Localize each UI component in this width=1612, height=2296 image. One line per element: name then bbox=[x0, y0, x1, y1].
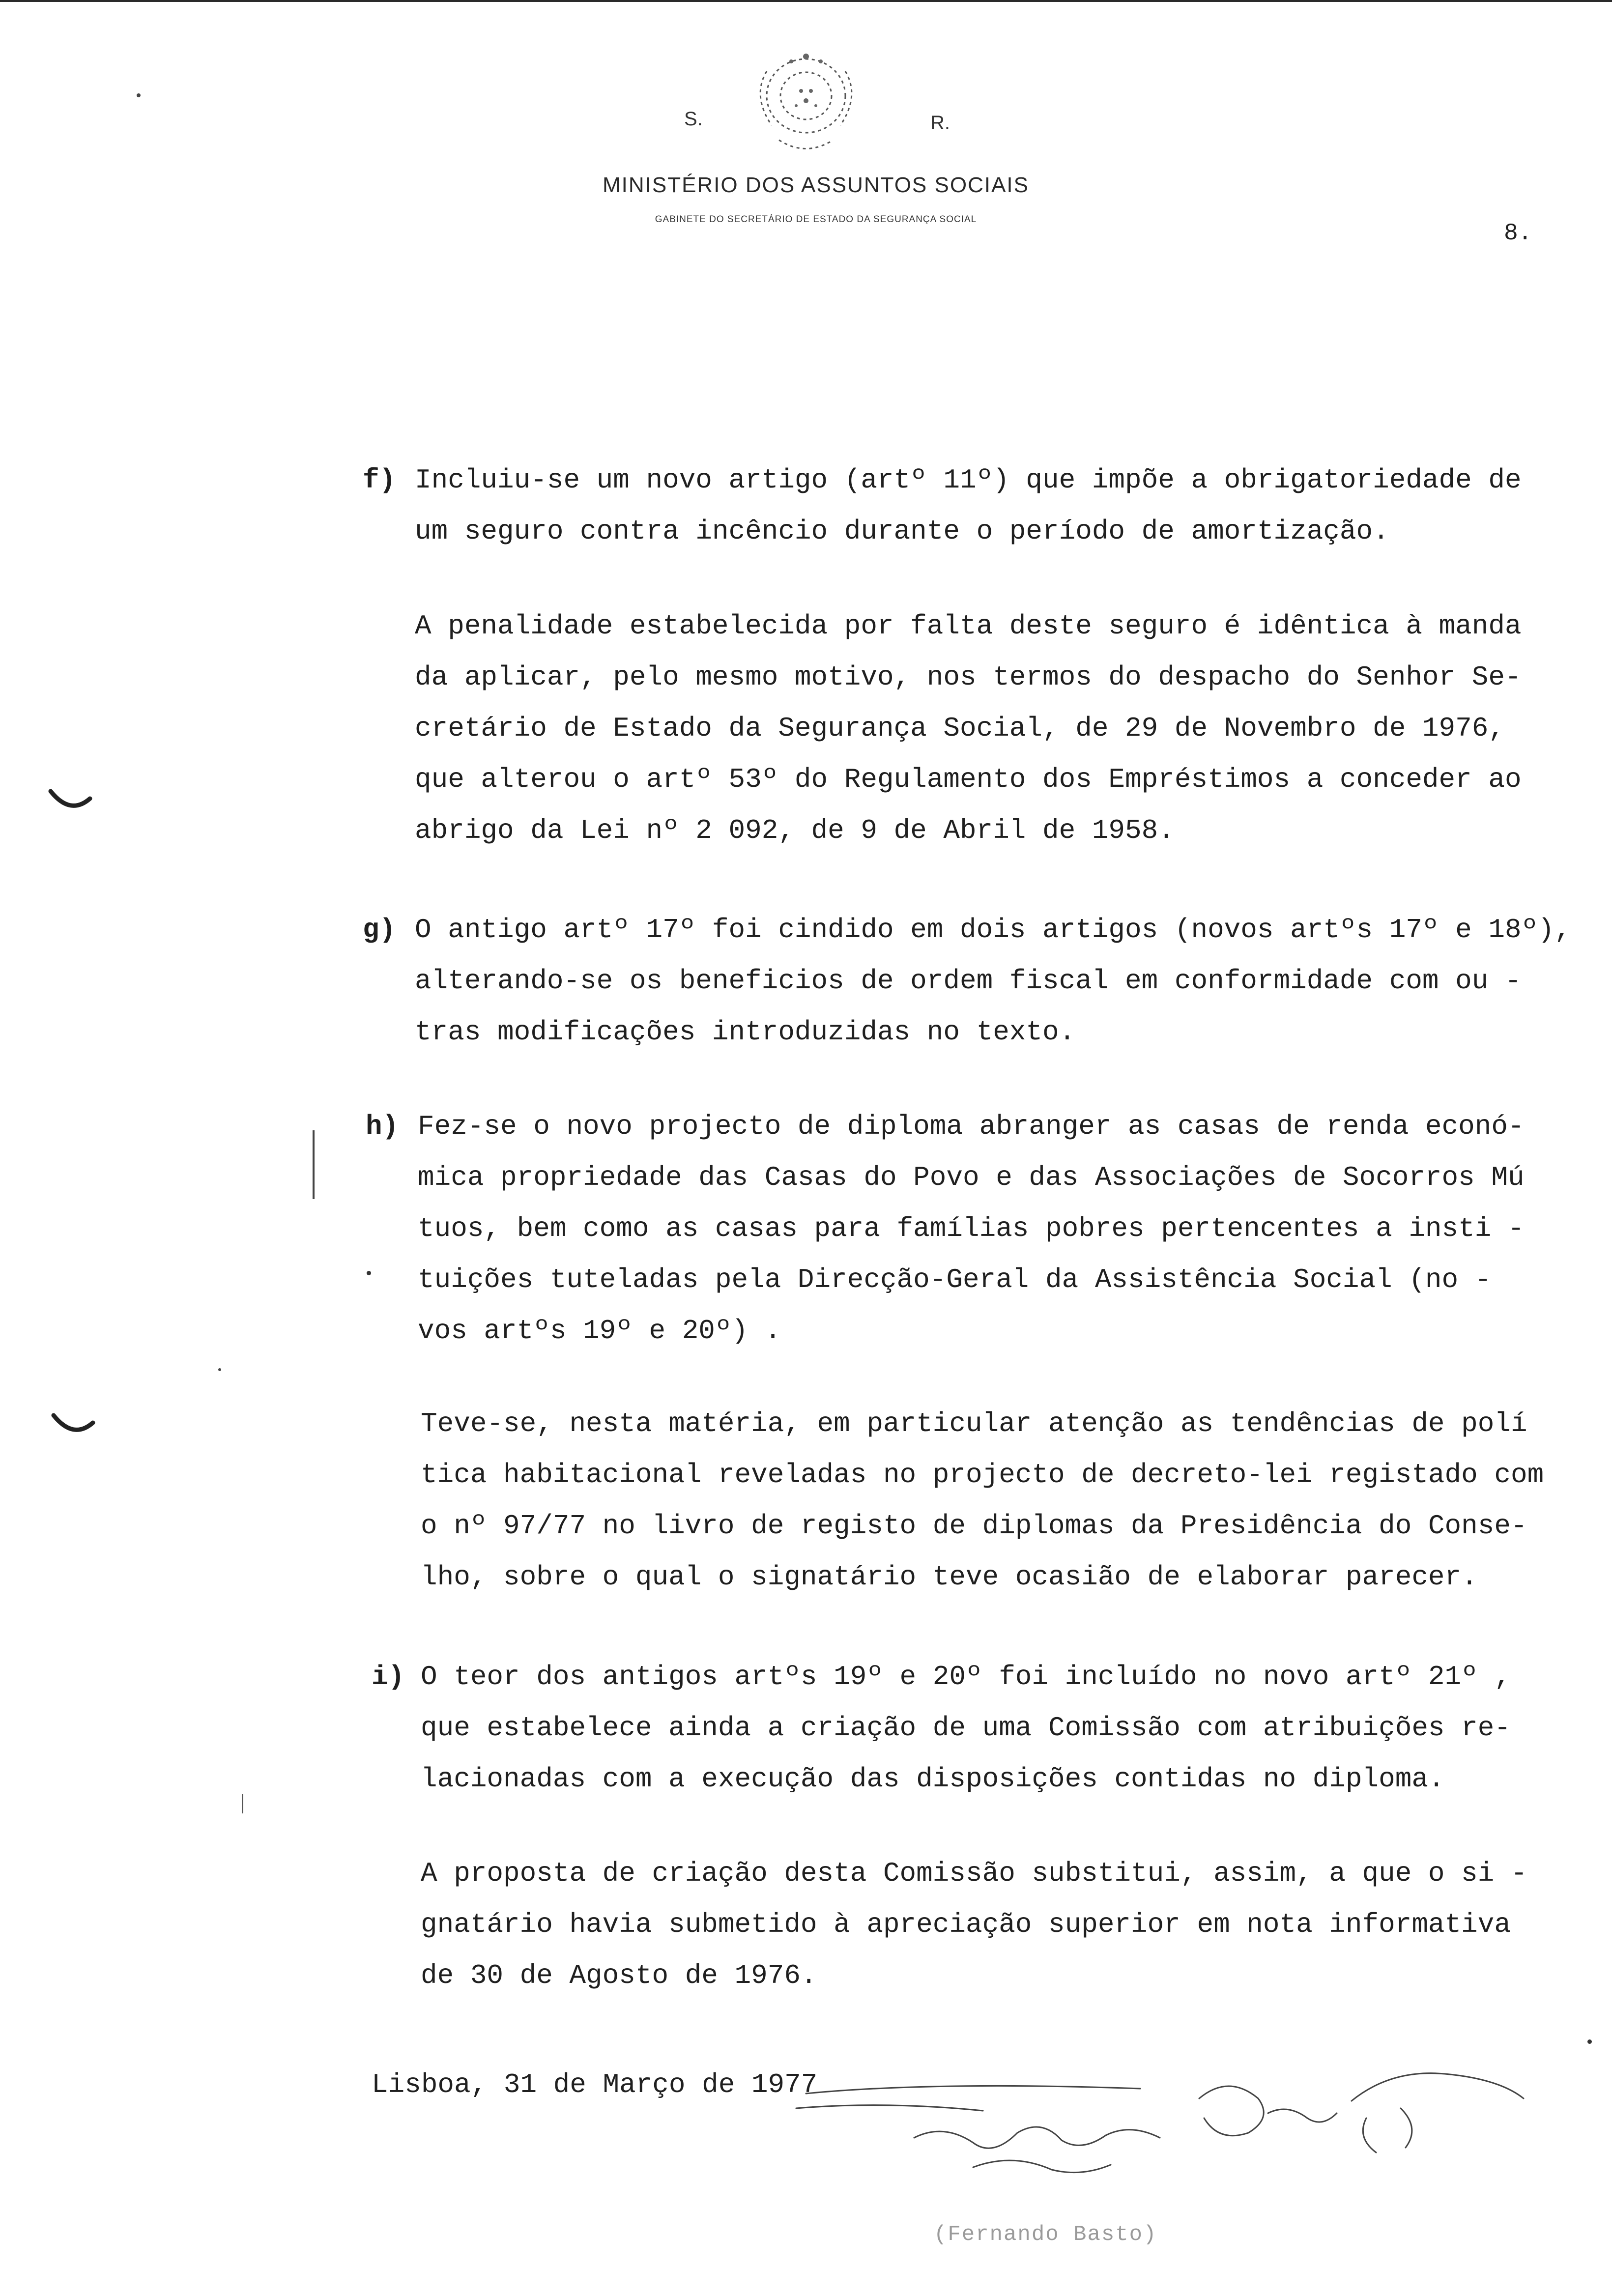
paragraph-i bbox=[421, 1651, 1511, 1805]
text-line: cretário de Estado da Segurança Social, de 29 de Novembro de 1976, bbox=[415, 713, 1505, 744]
text-line: O antigo artº 17º foi cindido em dois artigos (novos artºs 17º e 18º), bbox=[415, 914, 1571, 946]
text-line: um seguro contra incêncio durante o período de amortização. bbox=[415, 516, 1389, 547]
margin-dot bbox=[218, 1368, 221, 1371]
cabinet-subheading: GABINETE DO SECRETÁRIO DE ESTADO DA SEGURANÇA SOCIAL bbox=[655, 214, 977, 225]
paragraph-penalty bbox=[415, 601, 1522, 856]
handwritten-signature bbox=[786, 2054, 1533, 2216]
item-label-g: g) bbox=[363, 914, 396, 946]
text-line: tica habitacional reveladas no projecto de decreto-lei registado com bbox=[421, 1459, 1544, 1491]
text-line: abrigo da Lei nº 2 092, de 9 de Abril de 1958. bbox=[415, 815, 1175, 846]
top-border-line bbox=[0, 0, 1612, 2]
item-label-f: f) bbox=[363, 464, 396, 496]
margin-bracket-mark bbox=[51, 1410, 95, 1442]
text-line: O teor dos antigos artºs 19º e 20º foi incluído no novo artº 21º , bbox=[421, 1661, 1511, 1693]
text-line: que alterou o artº 53º do Regulamento dos Empréstimos a conceder ao bbox=[415, 764, 1522, 795]
text-line: A proposta de criação desta Comissão substitui, assim, a que o si - bbox=[421, 1858, 1527, 1889]
text-line: alterando-se os beneficios de ordem fiscal em conformidade com ou - bbox=[415, 965, 1522, 997]
margin-vertical-mark bbox=[242, 1794, 243, 1813]
text-line: Fez-se o novo projecto de diploma abranger as casas de renda econó- bbox=[418, 1111, 1525, 1142]
text-line: A penalidade estabelecida por falta deste seguro é idêntica à manda bbox=[415, 610, 1522, 642]
item-label-h: h) bbox=[366, 1111, 399, 1142]
text-line: vos artºs 19º e 20º) . bbox=[418, 1315, 781, 1347]
margin-dot bbox=[137, 93, 141, 97]
paragraph-housing-policy bbox=[421, 1398, 1544, 1603]
text-line: da aplicar, pelo mesmo motivo, nos termos do despacho do Senhor Se- bbox=[415, 661, 1522, 693]
page-number: 8. bbox=[1504, 220, 1532, 247]
coat-of-arms-emblem bbox=[732, 42, 880, 165]
text-line: de 30 de Agosto de 1976. bbox=[421, 1960, 817, 1991]
item-label-i: i) bbox=[372, 1661, 405, 1693]
margin-dot bbox=[1587, 2039, 1592, 2044]
text-line: tuições tuteladas pela Direcção-Geral da Assistência Social (no - bbox=[418, 1264, 1492, 1295]
text-line: gnatário havia submetido à apreciação superior em nota informativa bbox=[421, 1909, 1511, 1940]
margin-dot bbox=[367, 1271, 371, 1275]
paragraph-g bbox=[415, 904, 1571, 1058]
text-line: Incluiu-se um novo artigo (artº 11º) que impõe a obrigatoriedade de bbox=[415, 464, 1522, 496]
text-line: o nº 97/77 no livro de registo de diplomas da Presidência do Conse- bbox=[421, 1510, 1527, 1542]
text-line: que estabelece ainda a criação de uma Comissão com atribuições re- bbox=[421, 1712, 1511, 1744]
text-line: lho, sobre o qual o signatário teve ocasião de elaborar parecer. bbox=[421, 1561, 1478, 1593]
place-and-date: Lisboa, 31 de Março de 1977 bbox=[372, 2069, 818, 2100]
text-line: tuos, bem como as casas para famílias pobres pertencentes a insti - bbox=[418, 1213, 1525, 1244]
text-line: tras modificações introduzidas no texto. bbox=[415, 1016, 1076, 1048]
signer-name: (Fernando Basto) bbox=[934, 2222, 1157, 2247]
paragraph-f bbox=[415, 455, 1522, 557]
letterhead-left-initial: S. bbox=[684, 108, 703, 130]
ministry-heading: MINISTÉRIO DOS ASSUNTOS SOCIAIS bbox=[602, 173, 1029, 197]
text-line: lacionadas com a execução das disposições contidas no diploma. bbox=[421, 1763, 1445, 1795]
text-line: Teve-se, nesta matéria, em particular atenção as tendências de polí bbox=[421, 1408, 1527, 1439]
text-line: mica propriedade das Casas do Povo e das Associações de Socorros Mú bbox=[418, 1162, 1525, 1193]
letterhead-right-initial: R. bbox=[930, 112, 950, 134]
paragraph-h bbox=[418, 1101, 1525, 1356]
paragraph-commission bbox=[421, 1848, 1527, 2001]
margin-bracket-mark bbox=[48, 786, 92, 818]
margin-vertical-mark bbox=[313, 1130, 315, 1199]
